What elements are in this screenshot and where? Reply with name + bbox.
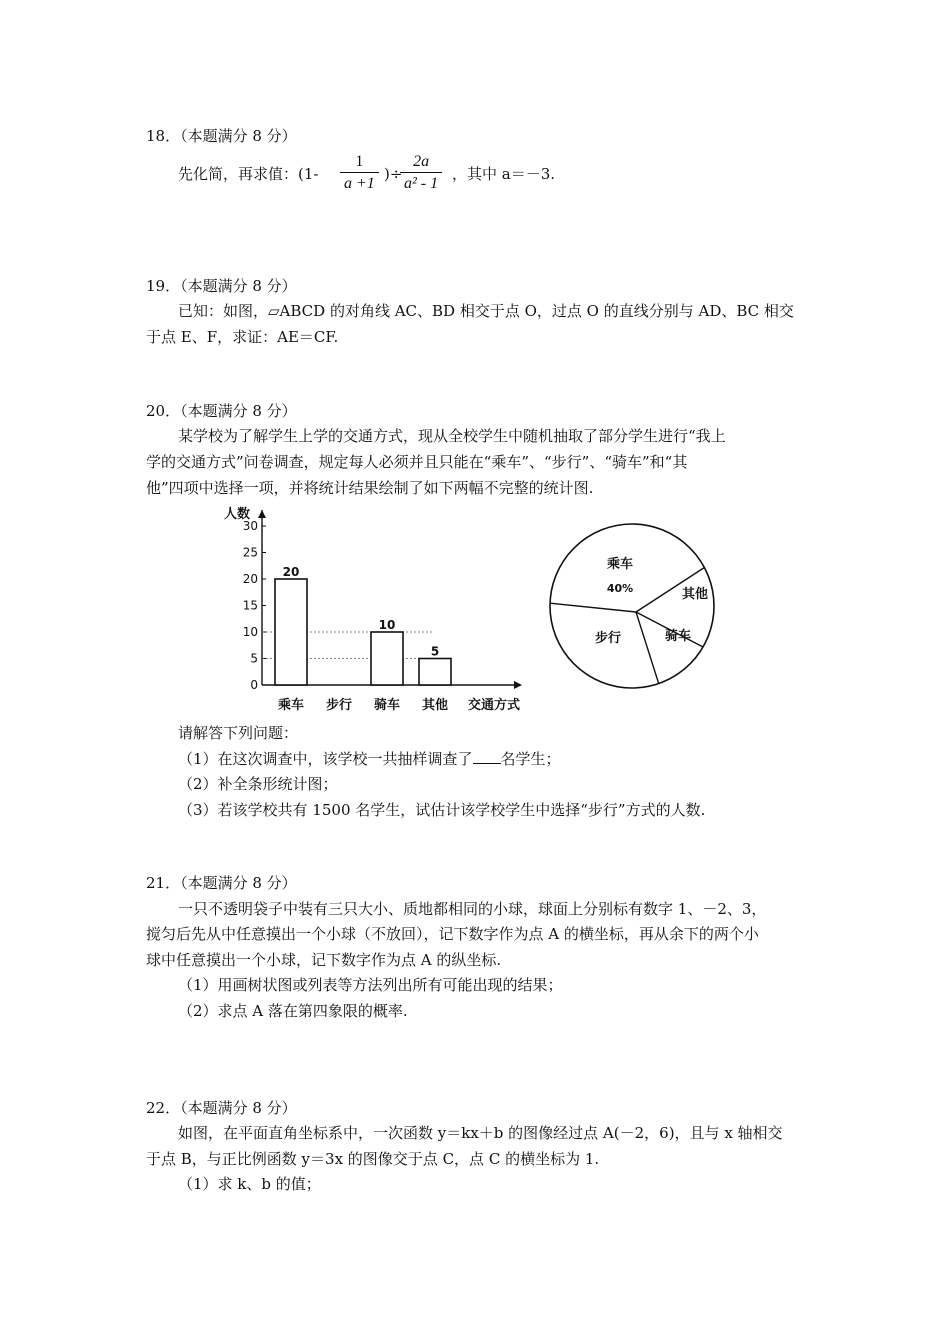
q22-line1: 如图，在平面直角坐标系中，一次函数 y＝kx＋b 的图像经过点 A(－2，6)，且与 x 轴相交 xyxy=(178,1124,783,1142)
q19-line1: 已知：如图，▱ABCD 的对角线 AC、BD 相交于点 O，过点 O 的直线分别与 AD、BC 相交 xyxy=(178,302,794,320)
y-axis-label: 人数 xyxy=(224,507,251,522)
q20-prompt: 请解答下列问题： xyxy=(178,724,299,742)
data-label: 5 xyxy=(430,644,440,659)
data-label: 10 xyxy=(378,618,396,632)
q19-line2: 于点 E、F，求证：AE＝CF. xyxy=(146,328,339,346)
q21-line2: 搅匀后先从中任意摸出一个小球（不放回），记下数字作为点 A 的横坐标，再从余下的两个小 xyxy=(146,925,759,943)
q20-line1: 某学校为了解学生上学的交通方式，现从全校学生中随机抽取了部分学生进行“我上 xyxy=(178,427,726,445)
q18-fraction-2 xyxy=(400,152,442,195)
data-label: 20 xyxy=(282,565,300,579)
x-tick-label: 乘车 xyxy=(277,698,305,713)
pie-slice-label: 其他 xyxy=(681,587,709,602)
q18-text-prefix: 先化简，再求值：(1- xyxy=(178,165,319,183)
bar xyxy=(275,579,307,685)
bar xyxy=(371,632,403,685)
q20-part1 xyxy=(178,748,561,770)
x-axis-label: 交通方式 xyxy=(468,698,521,713)
q20-part1-suffix: 名学生； xyxy=(500,750,561,768)
pie-slice-label: 骑车 xyxy=(664,629,692,644)
q20-part2: （2）补全条形统计图； xyxy=(178,775,338,793)
answer-blank[interactable] xyxy=(473,749,501,764)
pie-slice-percent: 40% xyxy=(606,582,634,595)
x-tick-label: 步行 xyxy=(325,698,353,713)
y-tick-label: 25 xyxy=(242,545,258,560)
pie-slice-label: 乘车 xyxy=(606,557,634,572)
y-tick-label: 20 xyxy=(242,572,258,586)
q18-f1-numerator: 1 xyxy=(355,153,364,170)
q18-f2-denominator: a² - 1 xyxy=(400,172,442,195)
q20-part1-prefix: （1）在这次调查中，该学校一共抽样调查了 xyxy=(178,750,473,768)
q21-part1: （1）用画树状图或列表等方法列出所有可能出现的结果； xyxy=(178,976,563,994)
q22-header: 22．（本题满分 8 分） xyxy=(146,1099,297,1117)
q18-text-suffix: ，其中 a＝－3. xyxy=(452,165,556,183)
pie-chart xyxy=(548,522,728,692)
q22-line2: 于点 B，与正比例函数 y＝3x 的图像交于点 C，点 C 的横坐标为 1. xyxy=(146,1150,600,1168)
q20-header: 20．（本题满分 8 分） xyxy=(146,402,297,420)
bar xyxy=(419,659,451,686)
q21-line3: 球中任意摸出一个小球，记下数字作为点 A 的纵坐标. xyxy=(146,951,502,969)
q20-part3: （3）若该学校共有 1500 名学生，试估计该学校学生中选择“步行”方式的人数. xyxy=(178,801,706,819)
bar-chart xyxy=(205,500,545,715)
q18-fraction-1 xyxy=(340,152,379,195)
q18-header: 18．（本题满分 8 分） xyxy=(146,127,297,145)
q21-part2: （2）求点 A 落在第四象限的概率. xyxy=(178,1002,408,1020)
q20-line3: 他”四项中选择一项，并将统计结果绘制了如下两幅不完整的统计图. xyxy=(146,479,594,497)
y-axis-arrow xyxy=(258,510,266,518)
y-tick-label: 15 xyxy=(242,598,258,613)
x-axis-arrow xyxy=(514,681,522,689)
q18-f1-denominator: a +1 xyxy=(340,172,379,195)
q21-header: 21．（本题满分 8 分） xyxy=(146,874,297,892)
x-tick-label: 骑车 xyxy=(373,698,401,713)
q21-line1: 一只不透明袋子中装有三只大小、质地都相同的小球，球面上分别标有数字 1、－2、3， xyxy=(178,900,767,918)
y-tick-label: 0 xyxy=(250,678,258,692)
y-tick-label: 30 xyxy=(242,519,258,533)
x-tick-label: 其他 xyxy=(421,698,449,713)
q18-f2-numerator: 2a xyxy=(413,153,430,170)
q19-header: 19．（本题满分 8 分） xyxy=(146,277,297,295)
y-tick-label: 5 xyxy=(250,651,258,666)
q22-part1: （1）求 k、b 的值； xyxy=(178,1175,321,1193)
y-tick-label: 10 xyxy=(242,625,258,639)
pie-slice-label: 步行 xyxy=(594,631,622,646)
q18-text-mid: )÷ xyxy=(384,165,403,183)
q20-line2: 学的交通方式”问卷调查，规定每人必须并且只能在“乘车”、“步行”、“骑车”和“其 xyxy=(146,453,688,471)
